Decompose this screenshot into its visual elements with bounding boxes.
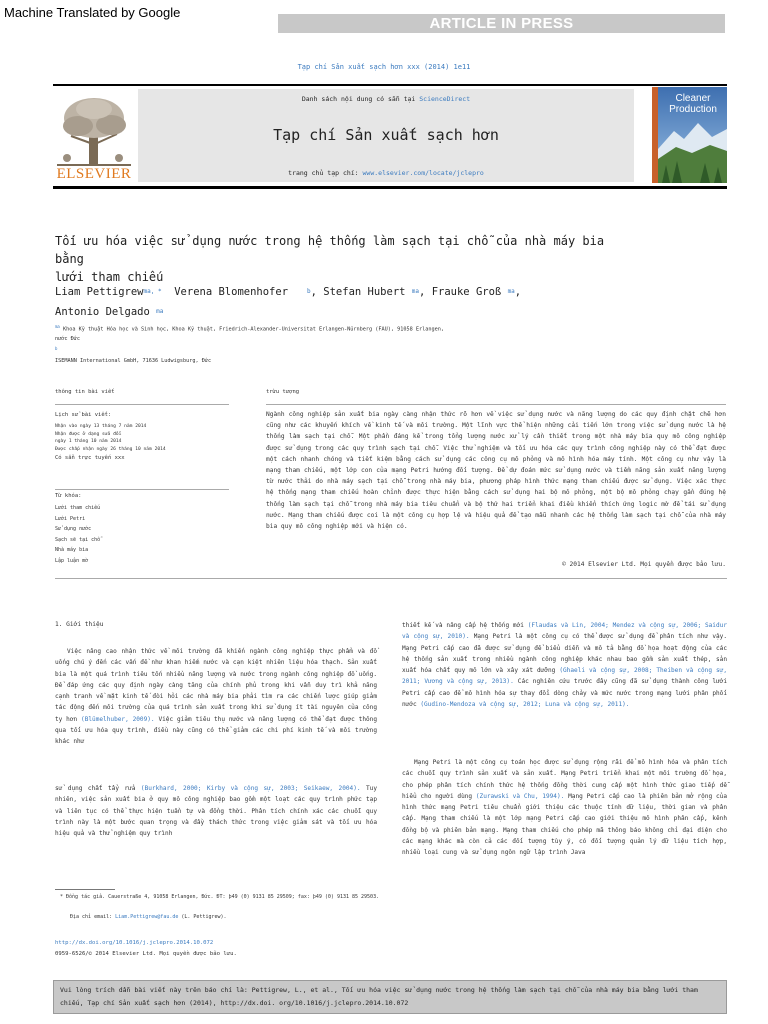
history-item: Nhận vào ngày 13 tháng 7 năm 2014	[55, 424, 147, 429]
col2-p2-head: Mạng Petri là một công cụ toán học được sử dụng rộng rãi để mô hình hóa và phân tích các chuỗi quy trình sản xuất và sản xuất. Mạng Petri triển khai một môi trường đồ họa, cho phép phân tích chính thức hệ thống đồng thời cung cấp một hình thức giao tiếp dễ hiểu cho người dùng	[402, 759, 727, 800]
intro-p2-head: sử dụng chất tẩy rửa	[55, 785, 141, 792]
cover-title: Cleaner Production	[669, 93, 717, 115]
intro-p2-tail: Tuy nhiên, việc sản xuất bia ở quy mô công nghiệp bao gồm một loạt các quy trình phức tạp và liên tục có thể thực hiện tuần tự và đồng thời. Phân tích chính xác các chuỗi quy trình này là một bước quan trọng và đầy thách thức trong việc giảm sát và tối ưu hóa hiệu quả và thử nghiệm quy trình	[55, 785, 377, 838]
journal-title: Tạp chí Sản xuất sạch hơn	[273, 126, 499, 144]
info-rule-top	[55, 404, 229, 405]
contents-available-line	[138, 95, 634, 103]
author-name[interactable]: Frauke Groß	[431, 286, 502, 298]
please-cite-box: Vui lòng trích dẫn bài viết này trên báo chí là: Pettigrew, L., et al., Tối ưu hóa việc sử dụng nước trong hệ thống làm sạch tại chỗ của nhà máy bia bằng lưới tham chiếu, Tạp chí Sản xuất sạch hơn (2014), http://dx.doi. org/10.1016/j.jclepro.2014.10.072	[53, 980, 727, 1014]
intro-p1-tail: Việc giảm tiêu thụ nước và năng lượng có thể đạt được thông qua tối ưu hóa quy trình, điều này cũng có thể giảm các chi phí kinh tế và môi trường khác như	[55, 715, 378, 746]
machine-translated-label: Machine Translated by Google	[4, 5, 181, 20]
intro-p1-text: Việc nâng cao nhận thức về môi trường đã khiến ngành công nghiệp thực phẩm và đồ uống chú ý đến các vấn đề như khan hiếm nước và cạn kiệt nhiên liệu hóa thạch. Sản xuất bia là một quá trình tiêu tốn nhiều năng lượng và nước trong ngành công nghiệp đồ uống. Để đáp ứng các quy định ngày càng tăng của chính phủ trong khi vẫn duy trì khả năng cạnh tranh về mặt kinh tế đòi hỏi các nhà máy bia phải tìm ra các chiến lược giúp giảm tác động đến môi trường của quá trình sản xuất trong khi sử dụng ít tài nguyên của công ty hơn	[55, 648, 377, 723]
affiliation-marker[interactable]: ma	[156, 308, 164, 315]
affiliation-marker[interactable]: ma	[507, 288, 515, 295]
doi-line	[55, 939, 385, 948]
abstract-copyright: © 2014 Elsevier Ltd. Mọi quyền được bảo lưu.	[562, 561, 726, 568]
journal-homepage-line	[138, 169, 634, 177]
col2-p1-mid: Mạng Petri là một công cụ có thể được sử dụng để phân tích như vậy. Mạng Petri cấp cao đã được sử dụng để biểu diễn và mô tả bằng đồ họa hoạt động của các hệ thống sản xuất trong nhiều ngành công nghiệp khác nhau bao gồm sản xuất thép, sản xuất hóa chất quy mô lớn và xây xát dưỡng	[402, 633, 727, 675]
affiliation-a-text: Khoa Kỹ thuật Hóa học và Sinh học, Khoa Kỹ thuật, Friedrich-Alexander-Universitat Erlangen-Nürnberg (FAU), 91058 Erlangen,	[62, 326, 444, 333]
issn-line: 0959-6526/© 2014 Elsevier Ltd. Mọi quyền được bảo lưu.	[55, 951, 237, 957]
citation-link[interactable]: (Gudino-Mendoza và cộng sự, 2012; Luna và cộng sự, 2011).	[420, 701, 630, 709]
history-item: Có sẵn trực tuyến xxx	[55, 455, 125, 461]
history-item: ngày 1 tháng 10 năm 2014	[55, 439, 122, 444]
affiliation-a	[55, 322, 655, 344]
article-info-heading: thông tin bài viết	[55, 389, 115, 395]
journal-reference[interactable]: Tạp chí Sản xuất sạch hơn xxx (2014) 1e11	[297, 63, 471, 71]
intro-paragraph-1	[55, 646, 377, 748]
sciencedirect-link[interactable]: ScienceDirect	[419, 95, 471, 103]
affiliation-b-text: ISEMANN International GmbH, 71636 Ludwigsburg, Đức	[55, 357, 212, 364]
affiliation-b-marker: b	[55, 346, 58, 351]
abstract-rule-bottom	[55, 578, 727, 579]
affiliation-marker[interactable]: ma, *	[143, 288, 162, 295]
article-title-line-2: lưới tham chiếu	[55, 270, 164, 284]
affiliation-b	[55, 344, 655, 366]
citation-link[interactable]: (Blümelhuber, 2009).	[81, 715, 155, 723]
article-title-line-1: Tối ưu hóa việc sử dụng nước trong hệ thống làm sạch tại chỗ của nhà máy bia bằng	[55, 234, 605, 266]
history-item: Nhận được ở dạng sửa đổi	[55, 431, 122, 437]
corresponding-author-note: * Đồng tác giả. Cauerstraße 4, 91058 Erlangen, Đức. ĐT: þ49 (0) 9131 85 29509; fax: þ49 (0) 9131 85 29503.	[60, 894, 380, 900]
author-name[interactable]: Liam Pettigrew	[55, 286, 144, 298]
article-in-press-banner: ARTICLE IN PRESS	[278, 14, 725, 33]
journal-homepage-link[interactable]: www.elsevier.com/locate/jclepro	[362, 169, 484, 177]
keyword-item: Nhà máy bia	[55, 547, 89, 553]
author-name[interactable]: Stefan Hubert	[323, 286, 406, 298]
keyword-item: Lưới tham chiếu	[55, 505, 101, 511]
keyword-item: Sạch sẽ tại chỗ	[55, 536, 101, 543]
journal-cover-image	[652, 87, 727, 183]
doi-link[interactable]: http://dx.doi.org/10.1016/j.jclepro.2014.10.072	[55, 940, 214, 946]
email-prefix: Địa chỉ email:	[70, 914, 116, 920]
author-list: Liam Pettigrew$^{ma, *}$ Verena Blomenhofer $^b$, Stefan Hubert $^{ma}$, Frauke Groß $^{ma}$, Antonio Delgado $^{ma}$	[55, 286, 522, 318]
history-item: Được chấp nhận ngày 26 tháng 10 năm 2014	[55, 446, 166, 452]
abstract-rule-top	[266, 404, 726, 405]
intro-paragraph-2	[55, 783, 377, 839]
abstract-text: Ngành công nghiệp sản xuất bia ngày càng nhận thức rõ hơn về việc sử dụng nước và năng lượng do các quy định chặt chẽ hơn cũng như các khuyến khích về kinh tế và môi trường. Một lĩnh vực thể hiện những cải tiến lớn trong việc sử dụng nước là hệ thống làm sạch tại chỗ. Một phần đáng kể trong tổng lượng nước xử lý cần thiết trong một nhà máy bia quy mô công nghiệp được sử dụng trong các quy trình sạch tại chỗ. Việc thử nghiệm và tối ưu hóa các quy trình công nghiệp này có thể đạt được một cách nhanh chóng và tiết kiệm bằng cách sử dụng các công cụ mô phỏng và mô hình hóa máy tính. Một công cụ như vậy là mạng tham chiếu, một lớp con của mạng Petri hướng đối tượng. Để dự đoán mức sử dụng nước và tiềm năng sản xuất năng lượng từ nước thải do nhà máy sạch tại chỗ trong nhà máy bia, phương pháp hình thức mạng tham chiếu được sử dụng. Việc xác thực hệ thống mạng tham chiếu hoàn chỉnh được thực hiện bằng cách sử dụng hai bộ mô phỏng, một bộ mô phỏng chạy gần đúng hệ thống làm sạch tại chỗ trong nhà máy bia tiêu chuẩn và bộ thứ hai triển khai điều khiển thích ứng logic mờ để tái sử dụng nước. Mạng tham chiếu được coi là một công cụ hợp lệ và hiệu quả để tạo mẫu nhanh các hệ thống làm sạch tại chỗ của nhà máy bia quy mô công nghiệp mới và hiện có.	[266, 411, 726, 531]
keyword-item: Sử dụng nước	[55, 526, 92, 532]
col2-paragraph-1	[402, 620, 727, 710]
author-name[interactable]: Verena Blomenhofer	[174, 286, 289, 298]
citation-link[interactable]: (Ghaeli và cộng sự, 2008; Theiben và cộng sự, 2011; Vương và cộng sự, 2013).	[402, 667, 728, 686]
author-name[interactable]: Antonio Delgado	[55, 306, 150, 318]
affiliation-a-country: nước Đức	[55, 335, 80, 342]
header-rule-bottom	[53, 186, 727, 189]
toc-prefix: Danh sách nội dung có sẵn tại	[301, 95, 420, 103]
homepage-prefix: trang chủ tạp chí:	[288, 169, 363, 177]
keyword-item: Lập luận mờ	[55, 557, 89, 564]
header-rule-top	[53, 84, 727, 86]
email-link[interactable]: Liam.Pettigrew@fau.de	[115, 914, 179, 920]
history-list	[55, 423, 229, 463]
email-suffix: (L. Pettigrew).	[178, 914, 227, 920]
keyword-item: Lưới Petri	[55, 515, 86, 522]
citation-link[interactable]: (Burkhard, 2000; Kirby và cộng sự, 2003; Seikaew, 2004).	[140, 785, 361, 792]
col2-p1-mid2: Các nghiên cứu trước đây cũng đã sử dụng thành công lưới Petri cấp cao để mô hình hóa sự thay đổi dòng chảy và mức nước trong mạng lưới phân phối nước	[402, 678, 728, 709]
keywords-label: Từ khóa:	[55, 493, 82, 499]
section-heading-introduction: 1. Giới thiệu	[55, 621, 104, 628]
keyword-list	[55, 503, 229, 566]
affiliation-marker[interactable]: ma	[411, 288, 420, 295]
col2-paragraph-2	[402, 757, 727, 859]
affiliation-a-marker: ma	[55, 324, 60, 329]
email-note	[70, 913, 390, 922]
affiliation-marker[interactable]: b	[307, 288, 311, 295]
history-label: Lịch sử bài viết:	[55, 412, 112, 418]
abstract-heading: trừu tượng	[266, 389, 300, 395]
elsevier-wordmark: ELSEVIER	[56, 166, 132, 182]
article-title	[55, 232, 625, 286]
footnote-rule	[55, 889, 115, 890]
col2-p2-tail: Mạng Petri cấp cao là phiên bản mở rộng của hình thức mạng Petri tiêu chuẩn giới thiệu các thuộc tính dữ liệu, thời gian và phân cấp. Mạng tham chiếu là một lớp mạng Petri cấp cao giới thiệu mô hình phân cấp, kênh đồng bộ và phiên bản mạng. Mạng tham chiếu cho phép mã thông báo không chỉ đại diện cho các mạng khác mà còn cả các đối tượng tùy ý, có đối tượng quản lý dữ liệu tích hợp, nhiều loại cung và sử dụng ngôn ngữ lập trình Java	[402, 792, 727, 857]
citation-link[interactable]: (Flaudas và Lin, 2004; Mendez và cộng sự, 2006; Saidur và cộng sự, 2010).	[402, 622, 727, 641]
elsevier-logo	[53, 92, 135, 182]
col2-p1-head: thiết kế và nâng cấp hệ thống mới	[402, 622, 528, 629]
citation-link[interactable]: (Zurawski và Chu, 1994).	[475, 792, 565, 800]
info-rule-mid	[55, 489, 229, 490]
